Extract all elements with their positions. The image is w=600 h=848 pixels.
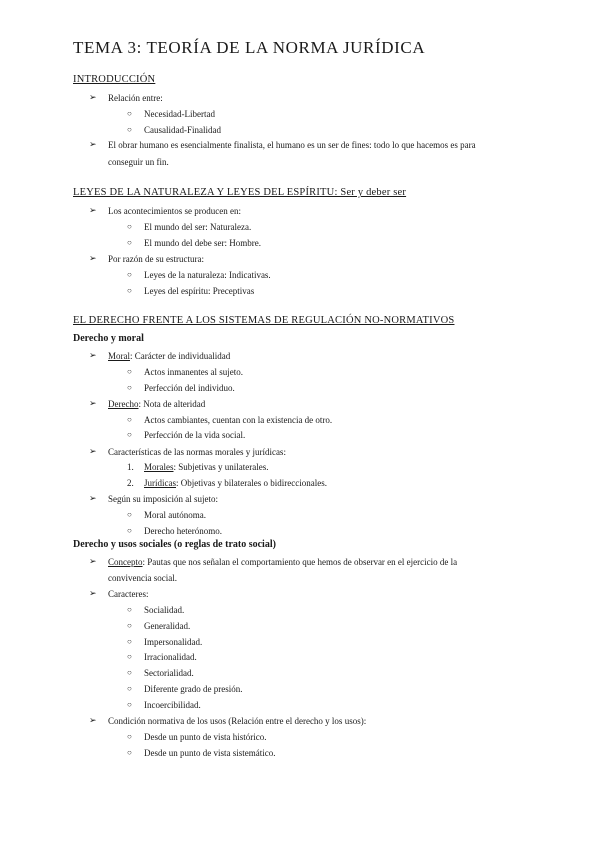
list-item: Condición normativa de los usos (Relación entre el derecho y los usos): (108, 716, 367, 726)
list-item (144, 477, 327, 489)
list-item: El obrar humano es esencialmente finalista, el humano es un ser de fines: todo lo que hacemos es para (108, 140, 476, 150)
term-description: : Subjetivas y unilaterales. (173, 462, 269, 472)
list-item: Relación entre: (108, 93, 163, 103)
subheading-derecho-y-usos: Derecho y usos sociales (o reglas de trato social) (73, 539, 276, 550)
list-item: Causalidad-Finalidad (144, 125, 221, 135)
arrow-bullet-icon: ➢ (89, 715, 97, 725)
list-item: Los acontecimientos se producen en: (108, 206, 241, 216)
arrow-bullet-icon: ➢ (89, 205, 97, 215)
list-item: Socialidad. (144, 605, 185, 615)
list-item: Leyes del espíritu: Preceptivas (144, 286, 255, 296)
list-item: El mundo del debe ser: Hombre. (144, 238, 261, 248)
subheading-derecho-y-moral: Derecho y moral (73, 333, 144, 344)
circle-bullet-icon: ○ (127, 383, 132, 392)
arrow-bullet-icon: ➢ (89, 446, 97, 456)
circle-bullet-icon: ○ (127, 286, 132, 295)
list-item: Generalidad. (144, 621, 191, 631)
list-item: Actos cambiantes, cuentan con la existencia de otro. (144, 415, 333, 425)
list-item-continuation: convivencia social. (108, 573, 177, 583)
circle-bullet-icon: ○ (127, 270, 132, 279)
circle-bullet-icon: ○ (127, 668, 132, 677)
list-item: Por razón de su estructura: (108, 254, 204, 264)
list-item: Necesidad-Libertad (144, 109, 215, 119)
term-description: : Nota de alteridad (138, 399, 206, 409)
circle-bullet-icon: ○ (127, 700, 132, 709)
list-item: Según su imposición al sujeto: (108, 494, 218, 504)
list-item: Derecho heterónomo. (144, 526, 222, 536)
circle-bullet-icon: ○ (127, 732, 132, 741)
term-label: Jurídicas (144, 478, 176, 488)
circle-bullet-icon: ○ (127, 621, 132, 630)
list-item: Impersonalidad. (144, 637, 203, 647)
circle-bullet-icon: ○ (127, 526, 132, 535)
list-item: Actos inmanentes al sujeto. (144, 367, 243, 377)
circle-bullet-icon: ○ (127, 222, 132, 231)
list-item: Caracteres: (108, 589, 149, 599)
circle-bullet-icon: ○ (127, 238, 132, 247)
number-marker: 2. (127, 478, 134, 488)
term-label: Concepto (108, 557, 143, 567)
list-item: Desde un punto de vista histórico. (144, 732, 267, 742)
list-item: Diferente grado de presión. (144, 684, 243, 694)
term-description: : Carácter de individualidad (130, 351, 231, 361)
term-description: : Objetivas y bilaterales o bidireccionales. (176, 478, 327, 488)
section-heading-introduccion: INTRODUCCIÓN (73, 74, 156, 85)
term-label: Moral (108, 351, 130, 361)
list-item: Características de las normas morales y jurídicas: (108, 447, 286, 457)
list-item (108, 398, 205, 410)
circle-bullet-icon: ○ (127, 652, 132, 661)
number-marker: 1. (127, 462, 134, 472)
list-item-continuation: conseguir un fin. (108, 157, 169, 167)
term-label: Derecho (108, 399, 139, 409)
circle-bullet-icon: ○ (127, 367, 132, 376)
section-heading-derecho-frente: EL DERECHO FRENTE A LOS SISTEMAS DE REGULACIÓN NO-NORMATIVOS (73, 315, 455, 326)
circle-bullet-icon: ○ (127, 430, 132, 439)
circle-bullet-icon: ○ (127, 748, 132, 757)
list-item: Irracionalidad. (144, 652, 197, 662)
circle-bullet-icon: ○ (127, 510, 132, 519)
circle-bullet-icon: ○ (127, 605, 132, 614)
list-item (108, 556, 457, 568)
list-item: Moral autónoma. (144, 510, 206, 520)
page-title: TEMA 3: TEORÍA DE LA NORMA JURÍDICA (73, 38, 426, 57)
list-item: El mundo del ser: Naturaleza. (144, 222, 252, 232)
circle-bullet-icon: ○ (127, 415, 132, 424)
arrow-bullet-icon: ➢ (89, 253, 97, 263)
list-item: Perfección del individuo. (144, 383, 235, 393)
term-label: Morales (144, 462, 174, 472)
term-description: : Pautas que nos señalan el comportamiento que hemos de observar en el ejercicio de la (142, 557, 458, 567)
list-item (108, 350, 230, 362)
list-item: Perfección de la vida social. (144, 430, 246, 440)
list-item: Desde un punto de vista sistemático. (144, 748, 276, 758)
list-item (144, 461, 268, 473)
list-item: Sectorialidad. (144, 668, 194, 678)
arrow-bullet-icon: ➢ (89, 398, 97, 408)
list-item: Incoercibilidad. (144, 700, 201, 710)
arrow-bullet-icon: ➢ (89, 350, 97, 360)
circle-bullet-icon: ○ (127, 684, 132, 693)
list-item: Leyes de la naturaleza: Indicativas. (144, 270, 271, 280)
arrow-bullet-icon: ➢ (89, 92, 97, 102)
section-heading-leyes: LEYES DE LA NATURALEZA Y LEYES DEL ESPÍRITU: Ser y deber ser (73, 187, 407, 198)
arrow-bullet-icon: ➢ (89, 556, 97, 566)
circle-bullet-icon: ○ (127, 125, 132, 134)
circle-bullet-icon: ○ (127, 637, 132, 646)
arrow-bullet-icon: ➢ (89, 493, 97, 503)
arrow-bullet-icon: ➢ (89, 588, 97, 598)
arrow-bullet-icon: ➢ (89, 139, 97, 149)
circle-bullet-icon: ○ (127, 109, 132, 118)
